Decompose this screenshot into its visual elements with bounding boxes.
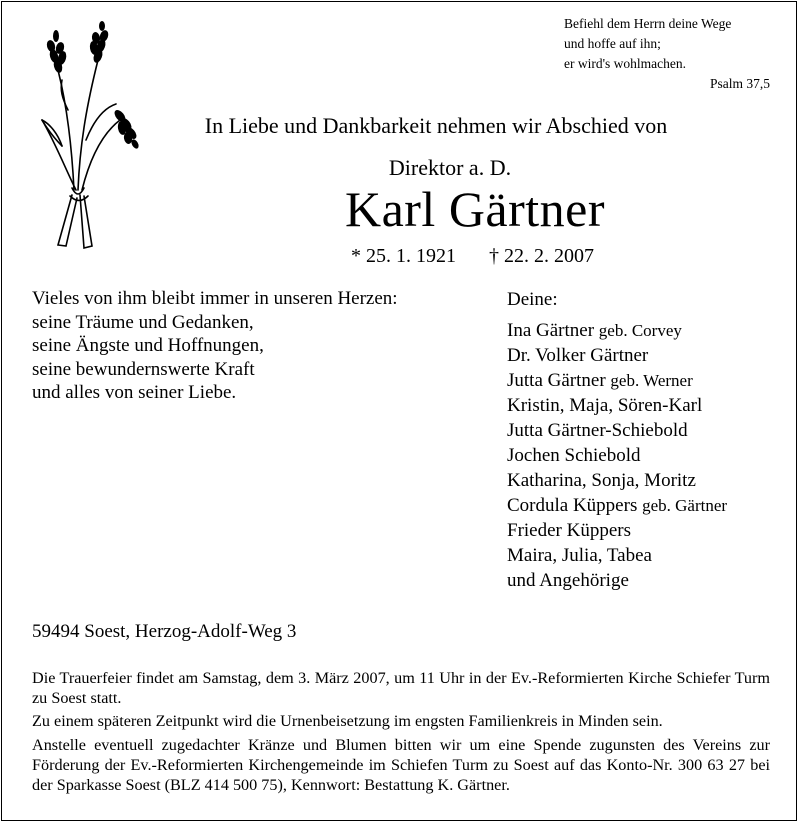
deceased-title: Direktor a. D. (388, 155, 512, 180)
member-name: Jochen Schiebold (507, 445, 641, 466)
address: 59494 Soest, Herzog-Adolf-Weg 3 (32, 621, 297, 642)
deceased-name: Karl Gärtner (344, 181, 606, 237)
burial-note: Zu einem späteren Zeitpunkt wird die Urnenbeisetzung im engsten Familienkreis in Minden sein. (32, 712, 663, 731)
family-member (507, 393, 727, 418)
donation-note: Anstelle eventuell zugedachter Kränze und Blumen bitten wir um eine Spende zugunsten des Vereins zur Förderung der Ev.-Reformierten Kirchengemeinde im Schiefen Turm zu Soest auf das Konto-Nr. 300 63 27 bei der Sparkasse Soest (BLZ 414 500 75), Kennwort: Bestattung K. Gärtner. (32, 735, 770, 795)
poem-line: seine Träume und Gedanken, (32, 311, 254, 333)
service-notes (32, 668, 770, 798)
family-member (507, 493, 727, 518)
family-member (507, 468, 727, 493)
family-heading: Deine: (507, 289, 558, 310)
family-member (507, 543, 727, 568)
poem (32, 287, 398, 405)
intro-line: In Liebe und Dankbarkeit nehmen wir Abschied von (204, 113, 668, 138)
member-note: geb. Werner (610, 371, 693, 390)
member-name: Cordula Küppers (507, 495, 638, 516)
family-member (507, 418, 727, 443)
member-name: Katharina, Sonja, Moritz (507, 470, 696, 491)
member-note: geb. Gärtner (642, 496, 728, 515)
psalm-line: und hoffe auf ihn; (564, 36, 661, 51)
family-member (507, 368, 727, 393)
family-member (507, 343, 727, 368)
poem-line: seine bewundernswerte Kraft (32, 358, 255, 380)
psalm-line: Befiehl dem Herrn deine Wege (564, 16, 732, 31)
member-name: Maira, Julia, Tabea (507, 545, 652, 566)
psalm-reference: Psalm 37,5 (709, 76, 770, 91)
member-name: Kristin, Maja, Sören-Karl (507, 395, 703, 416)
funeral-note: Die Trauerfeier findet am Samstag, dem 3. März 2007, um 11 Uhr in der Ev.-Reformierten Kirche Schiefer Turm zu Soest statt. (32, 669, 770, 708)
poem-line: Vieles von ihm bleibt immer in unseren Herzen: (32, 288, 398, 309)
member-name: Ina Gärtner (507, 320, 595, 341)
family-member (507, 443, 727, 468)
family-member (507, 518, 727, 543)
birth-date: * 25. 1. 1921 (351, 245, 456, 267)
family-member (507, 568, 727, 593)
poem-line: seine Ängste und Hoffnungen, (32, 335, 264, 357)
member-name: Jutta Gärtner-Schiebold (507, 420, 688, 441)
member-name: Jutta Gärtner (507, 370, 606, 391)
poem-line: und alles von seiner Liebe. (32, 382, 237, 404)
life-dates (351, 245, 594, 268)
family-list (507, 288, 727, 593)
member-name: Dr. Volker Gärtner (507, 345, 649, 366)
death-date: † 22. 2. 2007 (489, 245, 594, 267)
member-name: und Angehörige (507, 570, 629, 591)
psalm-line: er wird's wohlmachen. (564, 56, 687, 71)
member-note: geb. Corvey (598, 321, 682, 340)
psalm-quote (564, 14, 770, 94)
family-member (507, 318, 727, 343)
member-name: Frieder Küppers (507, 520, 631, 541)
